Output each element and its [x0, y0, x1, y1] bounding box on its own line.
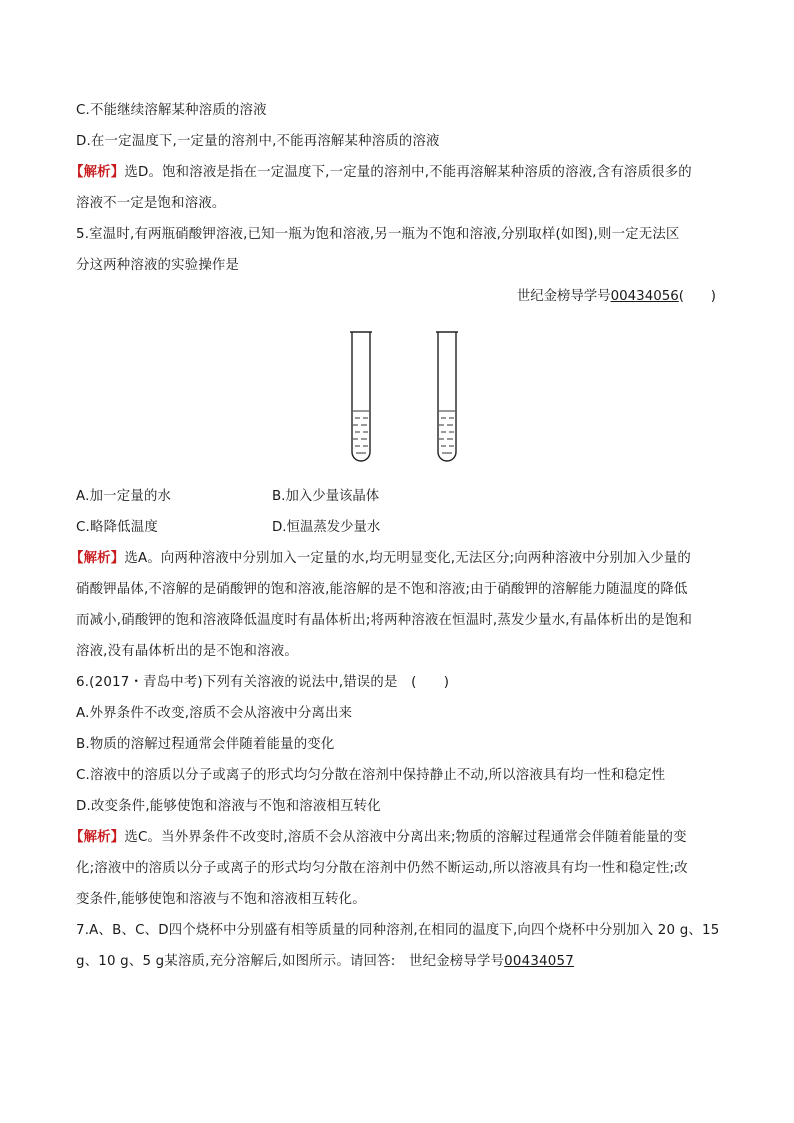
q5-option-b: B.加入少量该晶体 [272, 489, 380, 504]
q5-answer-paren: ( ) [678, 289, 716, 304]
q5-option-d: D.恒温蒸发少量水 [272, 520, 381, 535]
q6-analysis-line-2: 化;溶液中的溶质以分子或离子的形式均匀分散在溶剂中仍然不断运动,所以溶液具有均一性和稳定性;改 [76, 861, 688, 876]
q5-analysis-line-2: 硝酸钾晶体,不溶解的是硝酸钾的饱和溶液,能溶解的是不饱和溶液;由于硝酸钾的溶解能力随温度的降低 [76, 582, 688, 597]
test-tubes-figure [340, 326, 480, 471]
q5-analysis-line-1 [70, 550, 691, 568]
q5-stem-line-2: 分这两种溶液的实验操作是 [76, 258, 240, 273]
test-tube-left [350, 332, 372, 461]
analysis-tag: 【解析】 [70, 830, 125, 845]
q6-option-c: C.溶液中的溶质以分子或离子的形式均匀分散在溶剂中保持静止不动,所以溶液具有均一性和稳定性 [76, 768, 666, 783]
q5-option-a: A.加一定量的水 [76, 489, 172, 504]
q5-analysis-line-4: 溶液,没有晶体析出的是不饱和溶液。 [76, 644, 298, 659]
analysis-tag: 【解析】 [70, 165, 125, 180]
q6-option-d: D.改变条件,能够使饱和溶液与不饱和溶液相互转化 [76, 799, 381, 814]
q7-stem-text-2: g、10 g、5 g某溶质,充分溶解后,如图所示。请回答: [76, 954, 410, 969]
q5-reference [517, 288, 716, 306]
q7-stem-line-1: 7.A、B、C、D四个烧杯中分别盛有相等质量的同种溶剂,在相同的温度下,向四个烧杯中分别加入 20 g、15 [76, 923, 720, 938]
q7-stem-line-2 [76, 953, 574, 971]
q6-analysis-line-3: 变条件,能够使饱和溶液与不饱和溶液相互转化。 [76, 892, 366, 907]
q5-option-c: C.略降低温度 [76, 520, 158, 535]
test-tube-right [436, 332, 458, 461]
q4-analysis-line-1 [70, 164, 692, 182]
q5-analysis-text-1: 选A。向两种溶液中分别加入一定量的水,均无明显变化,无法区分;向两种溶液中分别加入少量的 [124, 551, 691, 566]
q4-analysis-line-2: 溶液不一定是饱和溶液。 [76, 196, 226, 211]
q6-analysis-text-1: 选C。当外界条件不改变时,溶质不会从溶液中分离出来;物质的溶解过程通常会伴随着能量的变 [124, 830, 687, 845]
q7-ref-code: 00434057 [504, 954, 574, 969]
q4-option-c: C.不能继续溶解某种溶质的溶液 [76, 103, 267, 118]
q4-option-d: D.在一定温度下,一定量的溶剂中,不能再溶解某种溶质的溶液 [76, 134, 440, 149]
q5-stem-line-1: 5.室温时,有两瓶硝酸钾溶液,已知一瓶为饱和溶液,另一瓶为不饱和溶液,分别取样(如图),则一定无法区 [76, 227, 680, 242]
q6-analysis-line-1 [70, 829, 687, 847]
analysis-tag: 【解析】 [70, 551, 125, 566]
q4-analysis-text-1: 选D。饱和溶液是指在一定温度下,一定量的溶剂中,不能再溶解某种溶质的溶液,含有溶质很多的 [124, 165, 692, 180]
q5-ref-label: 世纪金榜导学号 [516, 289, 611, 304]
q6-option-b: B.物质的溶解过程通常会伴随着能量的变化 [76, 737, 335, 752]
q6-stem: 6.(2017・青岛中考)下列有关溶液的说法中,错误的是 ( ) [76, 675, 450, 690]
q5-analysis-line-3: 而减小,硝酸钾的饱和溶液降低温度时有晶体析出;将两种溶液在恒温时,蒸发少量水,有晶体析出的是饱和 [76, 613, 693, 628]
q6-option-a: A.外界条件不改变,溶质不会从溶液中分离出来 [76, 706, 353, 721]
q5-ref-code: 00434056 [610, 289, 679, 304]
q7-ref-label: 世纪金榜导学号 [409, 954, 505, 969]
